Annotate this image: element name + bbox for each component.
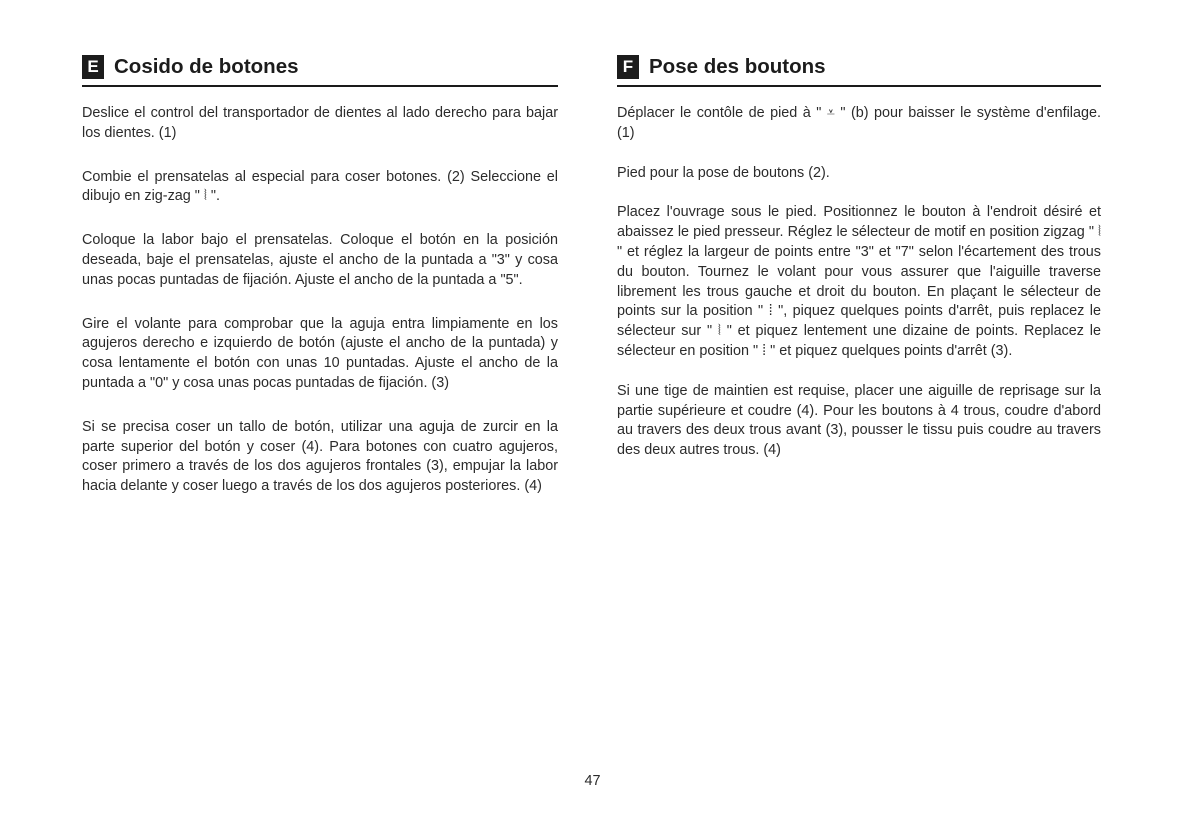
paragraph: Gire el volante para comprobar que la aguja entra limpiamente en los agujeros derecho e izquierdo de botón (ajuste el ancho de la puntada) y cosa lentamente el botón con unas 10 puntadas. Ajuste el ancho de la puntada a "0" y cosa unas pocas puntadas de fijación. (3): [82, 315, 558, 391]
paragraph: Combie el prensatelas al especial para coser botones. (2) Seleccione el dibujo en zig-zag " ⦚ ".: [82, 168, 558, 205]
paragraph: Coloque la labor bajo el prensatelas. Coloque el botón en la posición deseada, baje el prensatelas, ajuste el ancho de la puntada a "3" y cosa unas pocas puntadas de fijación. Ajuste el ancho de la puntada a "5".: [82, 232, 558, 288]
section-heading: [617, 52, 1101, 87]
page-number: 47: [584, 773, 601, 789]
section-title: Cosido de botones: [114, 55, 299, 78]
paragraph: Deslice el control del transportador de dientes al lado derecho para bajar los dientes. (1): [82, 105, 558, 141]
paragraph: Si se precisa coser un tallo de botón, utilizar una aguja de zurcir en la parte superior del botón y coser (4). Para botones con cuatro agujeros, coser primero a través de los dos agujeros frontales (3), empujar la labor hacia delante y coser luego a través de los dos agujeros posteriores. (4): [82, 418, 558, 495]
section-french: [617, 52, 1101, 481]
section-title: Pose des boutons: [649, 55, 826, 78]
section-heading: [82, 52, 558, 87]
paragraph: Placez l'ouvrage sous le pied. Positionnez le bouton à l'endroit désiré et abaissez le pied presseur. Réglez le sélecteur de motif en position zigzag " ⦚ " et réglez la largeur de points entre "3" et "7" selon l'écartement des trous du bouton. Tournez le volant pour vous assurer que l'aiguille traverse librement les trous gauche et droit du bouton. En plaçant le sélecteur de points sur la position " ⁞ ", piquez quelques points d'arrêt, puis replacez le sélecteur sur " ⦚ " et piquez lentement une dizaine de points. Replacez le sélecteur en position " ⁞ " et piquez quelques points d'arrêt (3).: [617, 204, 1101, 359]
paragraph: Si une tige de maintien est requise, placer une aiguille de reprisage sur la partie supérieure et coudre (4). Pour les boutons à 4 trous, coudre d'abord au travers des deux trous avant (3), pousser le tissu puis coudre au travers des deux autres trous. (4): [617, 382, 1101, 459]
paragraph: Pied pour la pose de boutons (2).: [617, 164, 830, 181]
language-badge: F: [617, 55, 639, 79]
paragraph: Déplacer le contôle de pied à " ⩡ " (b) pour baisser le système d'enfilage. (1): [617, 105, 1101, 141]
language-badge: E: [82, 55, 104, 79]
section-spanish: [82, 52, 558, 521]
